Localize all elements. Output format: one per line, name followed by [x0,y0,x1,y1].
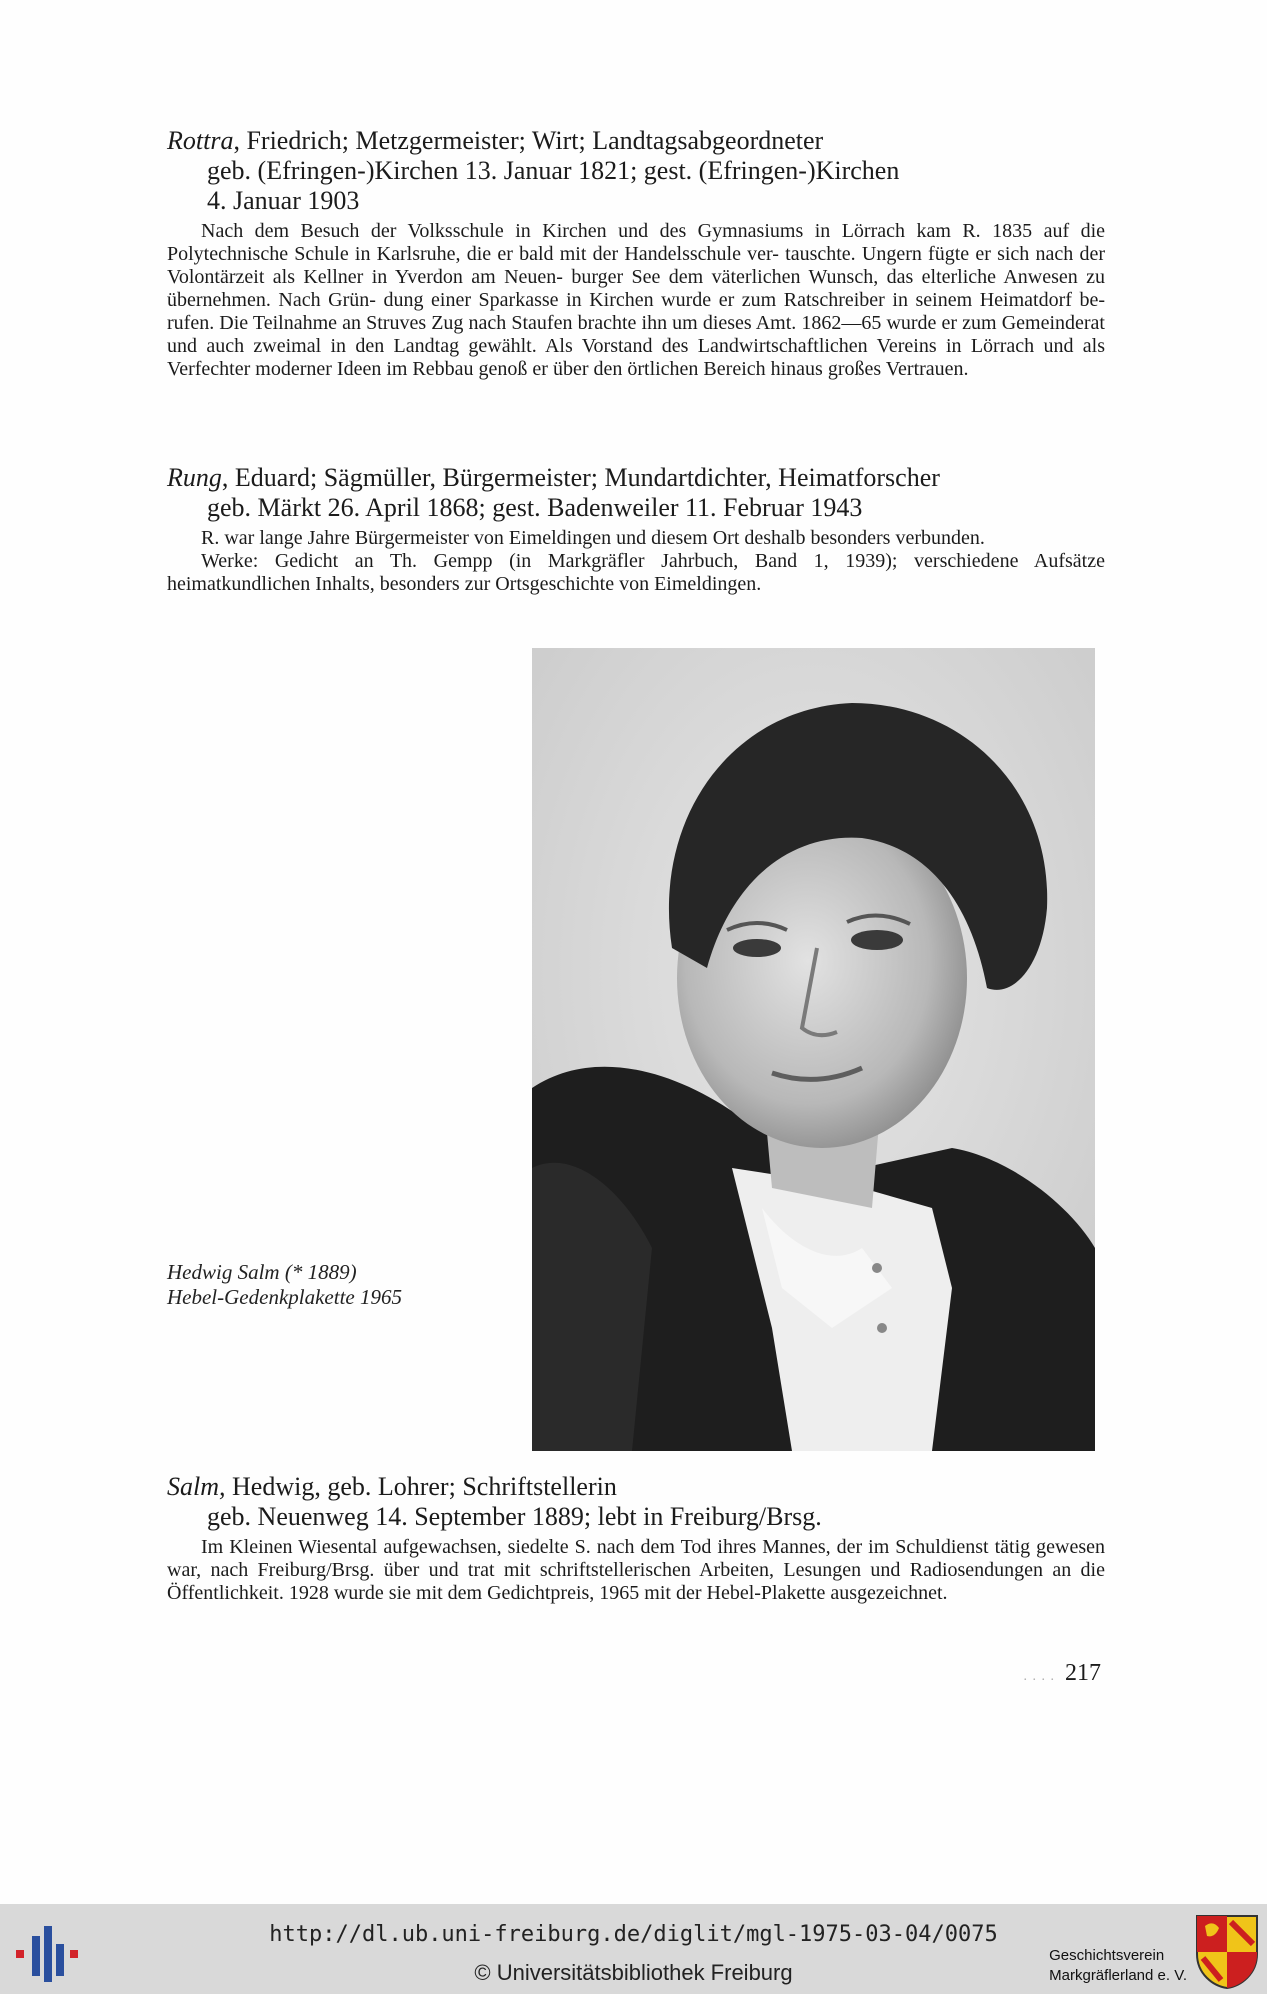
entry-name: Salm, [167,1472,226,1501]
caption-line-1: Hedwig Salm (* 1889) [167,1260,357,1284]
portrait-image [532,648,1095,1451]
entry-text: Im Kleinen Wiesental aufgewachsen, siedelte S. nach dem Tod ihres Mannes, der im Schuldienst tätig gewesen war, nach Freiburg/Brsg. über und trat mit schriftstellerischen Arbeiten, Lesungen und Radiosendungen an die Öffentlichkeit. 1928 wurde sie mit dem Gedichtpreis, 1965 mit der Hebel-Plakette ausgezeichnet. [167,1536,1105,1604]
permalink-url[interactable]: http://dl.ub.uni-freiburg.de/diglit/mgl-1975-03-04/0075 [269,1922,998,1947]
viewer-footer [0,1904,1267,1994]
entry-title: , Friedrich; Metzgermeister; Wirt; Landtagsabgeordneter [233,126,824,155]
entry-text: R. war lange Jahre Bürgermeister von Eimeldingen und diesem Ort deshalb besonders verbunden. [201,527,985,549]
entry-dates-cont: 4. Januar 1903 [207,186,360,215]
copyright-notice: © Universitätsbibliothek Freiburg [474,1960,793,1985]
page-number: . . . . 217 [1023,1660,1101,1686]
entry-works: Werke: Gedicht an Th. Gempp (in Markgräfler Jahrbuch, Band 1, 1939); verschiedene Aufsätze heimatkundlichen Inhalts, besonders zur Ortsgeschichte von Eimeldingen. [167,550,1105,595]
entry-salm [167,1472,1105,1605]
entry-rung [167,463,1105,596]
entry-dates: geb. (Efringen-)Kirchen 13. Januar 1821; gest. (Efringen-)Kirchen [207,156,900,185]
entry-name: Rung [167,463,222,492]
portrait-photo [532,648,1095,1451]
caption-line-2: Hebel-Gedenkplakette 1965 [167,1285,402,1309]
society-name: Geschichtsverein Markgräflerland e. V. [1049,1947,1187,1984]
photo-caption [167,1260,402,1310]
society-crest-icon[interactable] [1195,1914,1259,1990]
entry-dates: geb. Märkt 26. April 1868; gest. Badenweiler 11. Februar 1943 [207,493,863,522]
entry-name: Rottra [167,126,234,155]
entry-text: Nach dem Besuch der Volksschule in Kirchen und des Gymnasiums in Lörrach kam R. 1835 auf die Polytechnische Schule in Karlsruhe, die er bald mit der Handelsschule ver- tauschte. Ungern fügte er sich nach der Volontärzeit als Kellner in Yverdon am Neuen- burger See dem väterlichen Wunsch, das elterliche Anwesen zu übernehmen. Nach Grün- dung einer Sparkasse in Kirchen wurde er zum Ratschreiber in seinem Heimatdorf be- rufen. Die Teilnahme an Struves Zug nach Staufen brachte ihn um dieses Amt. 1862—65 wurde er zum Gemeinderat und auch zweimal in den Landtag gewählt. Als Vorstand des Landwirtschaftlichen Vereins in Lörrach und als Verfechter moderner Ideen im Rebbau genoß er über den örtlichen Bereich hinaus großes Vertrauen. [167,220,1105,380]
entry-title: Hedwig, geb. Lohrer; Schriftstellerin [225,1472,617,1501]
entry-title: , Eduard; Sägmüller, Bürgermeister; Mundartdichter, Heimatforscher [221,463,940,492]
entry-dates: geb. Neuenweg 14. September 1889; lebt in Freiburg/Brsg. [207,1502,822,1531]
entry-rottra [167,126,1105,381]
